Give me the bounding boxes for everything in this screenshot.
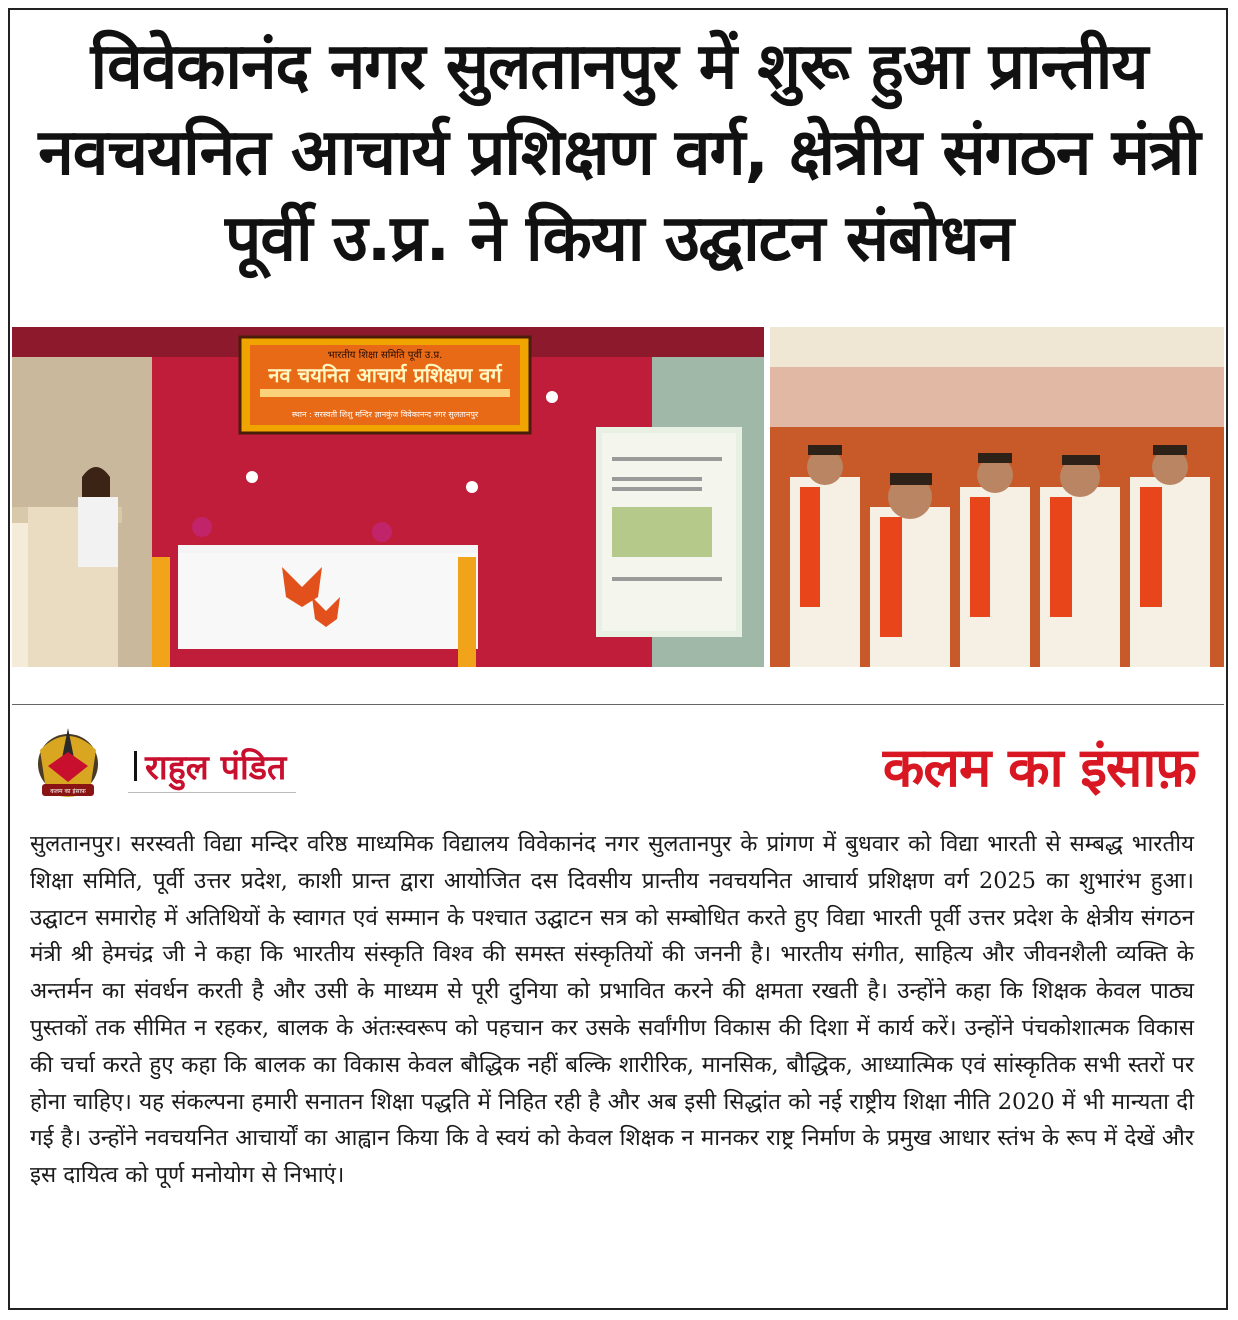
headline: विवेकानंद नगर सुलतानपुर में शुरू हुआ प्रान्तीय नवचयनित आचार्य प्रशिक्षण वर्ग, क्षेत्रीय संगठन मंत्री पूर्वी उ.प्र. ने किया उद्घाटन संबोधन: [38, 30, 1200, 276]
byline: [128, 740, 296, 793]
article-body: सुलतानपुर। सरस्वती विद्या मन्दिर वरिष्ठ माध्यमिक विद्यालय विवेकानंद नगर सुलतानपुर के प्रांगण में बुधवार को विद्या भारती से सम्बद्ध भारतीय शिक्षा समिति, पूर्वी उत्तर प्रदेश, काशी प्रान्त द्वारा आयोजित दस दिवसीय प्रान्तीय नवचयनित आचार्य प्रशिक्षण वर्ग 2025 का शुभारंभ हुआ। उद्घाटन समारोह में अतिथियों के स्वागत एवं सम्मान के पश्चात उद्घाटन सत्र को सम्बोधित करते हुए विद्या भारती पूर्वी उत्तर प्रदेश के क्षेत्रीय संगठन मंत्री श्री हेमचंद्र जी ने कहा कि भारतीय संस्कृति विश्व की समस्त संस्कृतियों की जननी है। भारतीय संगीत, साहित्य और जीवनशैली व्यक्ति के अन्तर्मन का संवर्धन करती है और उसी के माध्यम से पूरी दुनिया को प्रभावित करने की क्षमता रखती है। उन्होंने कहा कि शिक्षक केवल पाठ्य पुस्तकों तक सीमित न रहकर, बालक के अंतःस्वरूप को पहचान कर उसके सर्वांगीण विकास की दिशा में कार्य करें। उन्होंने पंचकोशात्मक विकास की चर्चा करते हुए कहा कि बालक का विकास केवल बौद्धिक नहीं बल्कि शारीरिक, मानसिक, बौद्धिक, आध्यात्मिक एवं सांस्कृतिक सभी स्तरों पर होना चाहिए। यह संकल्पना हमारी सनातन शिक्षा पद्धति में निहित रही है और अब इसी सिद्धांत को नई राष्ट्रीय शिक्षा नीति 2020 में भी मान्यता दी गई है। उन्होंने नवचयनित आचार्यों का आह्वान किया कि वे स्वयं को केवल शिक्षक न मानकर राष्ट्र निर्माण के प्रमुख आधार स्तंभ के रूप में देखें और इस दायित्व को पूर्ण मनोयोग से निभाएं।: [30, 831, 1194, 1189]
section-divider: [12, 704, 1224, 705]
audience-scene: [770, 327, 1224, 667]
stage-photo: [12, 327, 764, 667]
banner-top-text: भारतीय शिक्षा समिति पूर्वी उ.प्र.: [327, 350, 443, 361]
byline-divider: [134, 751, 137, 781]
audience-photo: [770, 327, 1224, 667]
banner-title-text: नव चयनित आचार्य प्रशिक्षण वर्ग: [268, 363, 502, 387]
brand-title: कलम का इंसाफ़: [882, 736, 1196, 799]
banner-venue-text: स्थान : सरस्वती शिशु मन्दिर ज्ञानकुंज विवेकानन्द नगर सुलतानपुर: [291, 410, 479, 419]
stage-scene: [12, 327, 764, 667]
author-name: राहुल पंडित: [145, 748, 287, 788]
pen-shield-emblem-icon: [26, 720, 110, 804]
emblem-text: कलम का इंसाफ़: [50, 788, 86, 795]
